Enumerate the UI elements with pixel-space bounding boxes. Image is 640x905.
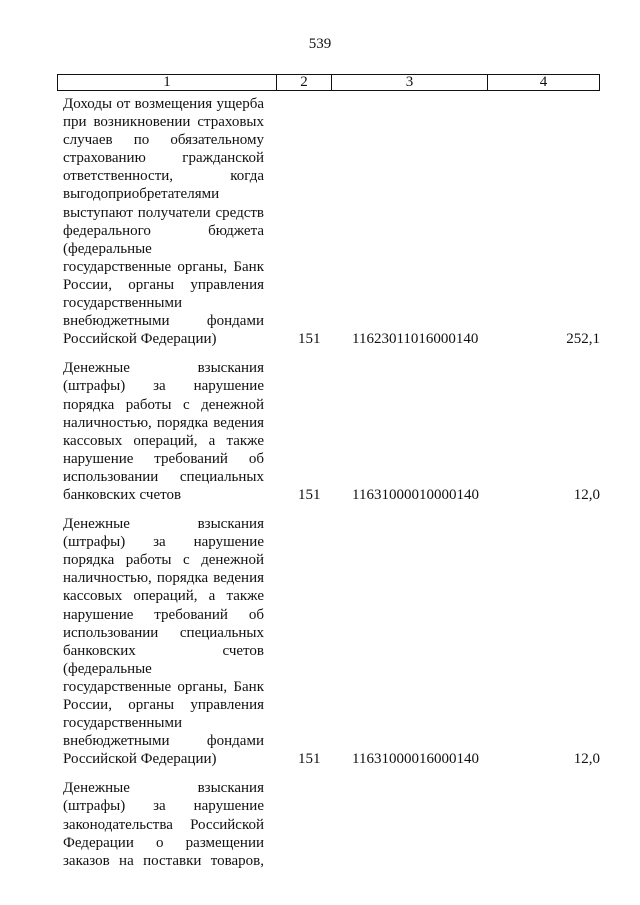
name-line: государственные органы, Банк: [63, 678, 264, 695]
row-name: [63, 779, 264, 869]
admin-code: 151: [298, 751, 321, 768]
table-row: [0, 515, 640, 768]
name-line: нарушение требований об: [63, 450, 264, 467]
name-line: Российской Федерации): [63, 331, 217, 348]
name-line: наличностью, порядка ведения: [63, 414, 264, 431]
name-line: законодательства Российской: [63, 816, 264, 833]
name-line: страхованию гражданской: [63, 150, 264, 167]
name-line: выступают получатели средств: [63, 204, 264, 221]
name-line: порядка работы с денежной: [63, 396, 264, 413]
name-line: внебюджетными фондами: [63, 733, 264, 750]
admin-code: 151: [298, 486, 321, 503]
row-name: [63, 359, 264, 504]
table-header: [57, 74, 600, 91]
name-line: (федеральные: [63, 240, 152, 257]
name-line: кассовых операций, а также: [63, 588, 264, 605]
name-line: Доходы от возмещения ущерба: [63, 96, 264, 112]
column-header-4: 4: [488, 75, 600, 91]
table-row: [0, 779, 640, 869]
column-header-2: 2: [277, 75, 332, 91]
name-line: порядка работы с денежной: [63, 552, 264, 569]
name-line: при возникновении страховых: [63, 114, 264, 131]
name-line: случаев по обязательному: [63, 132, 264, 149]
name-line: Денежные взыскания: [63, 780, 264, 797]
table-row: [0, 359, 640, 504]
kbk-code: 11623011016000140: [352, 331, 479, 348]
column-header-3: 3: [332, 75, 488, 91]
name-line: наличностью, порядка ведения: [63, 570, 264, 587]
name-line: государственные органы, Банк: [63, 258, 264, 275]
name-line: Федерации о размещении: [63, 834, 264, 851]
name-line: внебюджетными фондами: [63, 313, 264, 330]
name-line: (штрафы) за нарушение: [63, 798, 264, 815]
name-line: государственными: [63, 715, 182, 732]
name-line: федерального бюджета: [63, 222, 264, 239]
name-line: (штрафы) за нарушение: [63, 534, 264, 551]
name-line: (федеральные: [63, 660, 152, 677]
row-name: [63, 515, 264, 768]
name-line: России, органы управления: [63, 276, 264, 293]
name-line: кассовых операций, а также: [63, 432, 264, 449]
name-line: Российской Федерации): [63, 751, 217, 768]
amount: 12,0: [573, 751, 600, 768]
name-line: выгодоприобретателями: [63, 186, 220, 203]
table-row: [0, 95, 640, 348]
name-line: государственными: [63, 295, 182, 312]
name-line: банковских счетов: [63, 486, 182, 503]
table-body: [0, 95, 640, 870]
name-line: России, органы управления: [63, 697, 264, 713]
name-line: (штрафы) за нарушение: [63, 378, 264, 395]
name-line: использовании специальных: [63, 468, 264, 485]
name-line: использовании специальных: [63, 624, 264, 641]
amount: 252,1: [566, 331, 600, 348]
name-line: Денежные взыскания: [63, 360, 264, 377]
kbk-code: 11631000016000140: [352, 751, 479, 768]
admin-code: 151: [298, 331, 321, 348]
row-name: [63, 95, 264, 348]
name-line: Денежные взыскания: [63, 516, 264, 533]
kbk-code: 11631000010000140: [352, 486, 479, 503]
name-line: нарушение требований об: [63, 606, 264, 623]
name-line: заказов на поставки товаров,: [63, 852, 264, 869]
name-line: ответственности, когда: [63, 168, 264, 185]
amount: 12,0: [573, 486, 600, 503]
column-header-1: 1: [58, 75, 277, 91]
page-number: 539: [308, 36, 332, 52]
name-line: банковских счетов: [63, 642, 264, 659]
